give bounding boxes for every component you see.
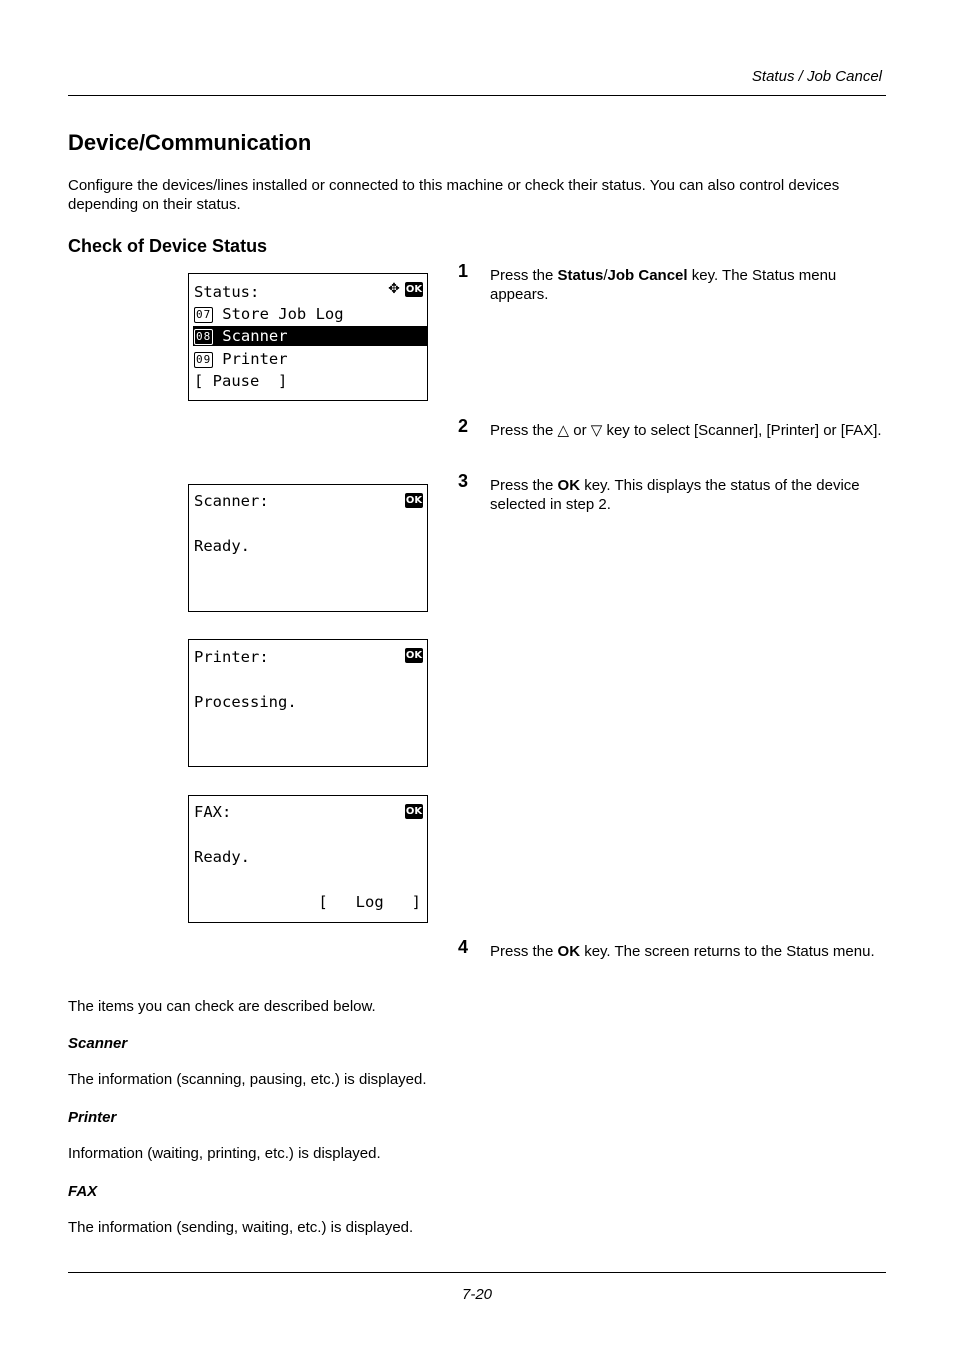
section-title: Device/Communication <box>68 130 312 155</box>
step-text: Press the OK key. This displays the status of the device selected in step 2. <box>490 477 860 513</box>
ok-key-icon: OK <box>405 495 423 506</box>
subsection-title: Check of Device Status <box>68 236 268 256</box>
menu-item-printer <box>194 349 288 369</box>
step-text: Press the △ or ▽ key to select [Scanner], [Printer] or [FAX]. <box>490 422 882 439</box>
fax-status-screen <box>188 795 428 923</box>
step-number: 2 <box>458 416 469 436</box>
printer-status-text: Processing. <box>194 693 297 711</box>
menu-item-label: Scanner <box>222 327 288 345</box>
menu-item-label: Store Job Log <box>222 305 344 323</box>
ok-key-icon: OK <box>405 806 423 817</box>
menu-item-number: 08 <box>196 330 212 343</box>
items-intro: The items you can check are described below. <box>68 998 376 1015</box>
scanner-status-text: Ready. <box>194 537 250 555</box>
item-heading-fax: FAX <box>68 1183 98 1200</box>
item-desc-printer: Information (waiting, printing, etc.) is displayed. <box>68 1145 381 1162</box>
status-screen-title: Status: <box>194 283 260 301</box>
printer-status-screen <box>188 639 428 767</box>
step-number: 1 <box>458 261 469 281</box>
log-softkey: [ Log ] <box>318 893 421 911</box>
page-number: 7-20 <box>461 1286 493 1303</box>
scanner-screen-title: Scanner: <box>194 492 269 510</box>
printer-screen-title: Printer: <box>194 648 269 666</box>
ok-key-icon: OK <box>405 284 423 295</box>
step-text: Press the OK key. The screen returns to the Status menu. <box>490 943 875 960</box>
item-desc-fax: The information (sending, waiting, etc.) is displayed. <box>68 1219 414 1236</box>
four-way-arrow-icon: ✥ <box>388 281 400 297</box>
step-number: 4 <box>458 937 469 957</box>
menu-item-scanner-selected <box>193 326 427 346</box>
status-menu-screen <box>188 273 428 401</box>
fax-status-text: Ready. <box>194 848 250 866</box>
menu-item-label: Printer <box>222 350 288 368</box>
item-heading-scanner: Scanner <box>68 1035 128 1052</box>
ok-key-icon: OK <box>405 650 423 661</box>
item-desc-scanner: The information (scanning, pausing, etc.) is displayed. <box>68 1071 427 1088</box>
menu-item-store-job-log <box>194 304 344 324</box>
menu-item-number: 07 <box>196 308 212 321</box>
step-text: Press the Status/Job Cancel key. The Status menu appears. <box>490 267 837 303</box>
fax-screen-title: FAX: <box>194 803 232 821</box>
item-heading-printer: Printer <box>68 1109 117 1126</box>
pause-softkey: [ Pause ] <box>194 372 288 390</box>
intro-paragraph: Configure the devices/lines installed or connected to this machine or check their status. You can also control devices depending on their status. <box>68 177 840 213</box>
footer-rule <box>68 1272 886 1273</box>
header-rule <box>68 95 886 96</box>
scanner-status-screen <box>188 484 428 612</box>
menu-item-number: 09 <box>196 353 212 366</box>
running-header: Status / Job Cancel <box>751 68 882 85</box>
step-number: 3 <box>458 471 469 491</box>
